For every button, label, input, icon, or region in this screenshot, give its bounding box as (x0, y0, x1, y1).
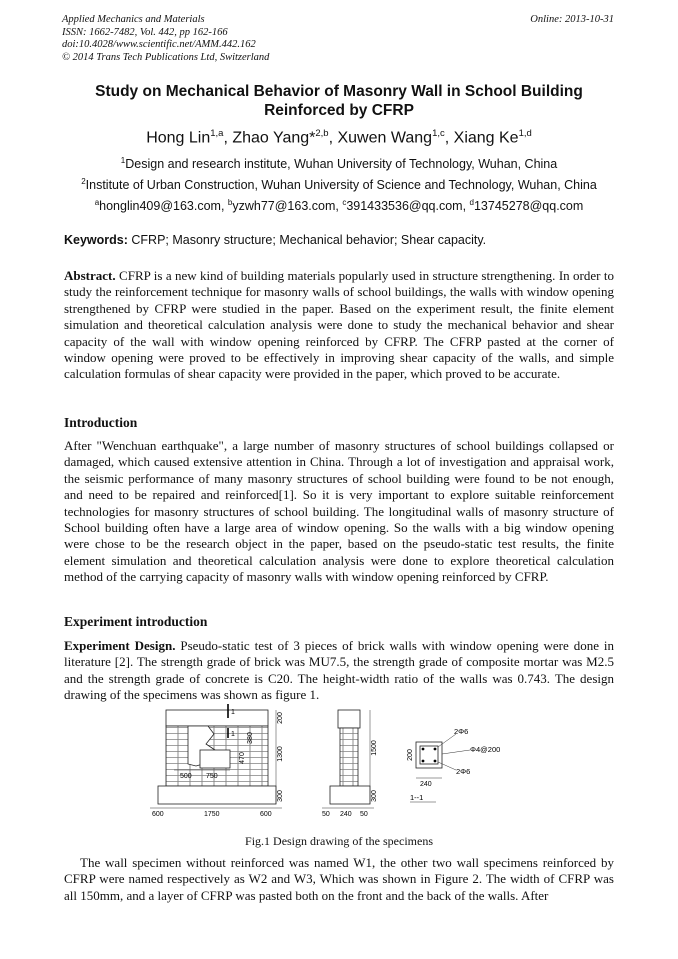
dim-470: 470 (239, 752, 246, 764)
dim-240: 240 (340, 811, 352, 818)
affil-text: Institute of Urban Construction, Wuhan University of Science and Technology, Wuhan, China (85, 178, 597, 193)
affiliation-1 (62, 156, 616, 171)
section-cut-label: 1 (231, 709, 235, 716)
author-sup: 1,d (518, 128, 532, 139)
section-title: 1--1 (410, 793, 424, 802)
keywords-text: CFRP; Masonry structure; Mechanical behavior; Shear capacity. (127, 233, 487, 247)
dim-1750: 1750 (204, 811, 220, 818)
rebar-top-label: 2Φ6 (454, 727, 469, 736)
author-list (62, 128, 616, 147)
author-sep: , (328, 129, 338, 147)
paper-title (62, 82, 616, 120)
email: honglin409@163.com, (99, 199, 228, 214)
bottom-beam (158, 786, 276, 804)
experiment-heading: Experiment introduction (64, 614, 208, 629)
keywords (64, 233, 486, 247)
affiliation-2 (62, 177, 616, 192)
rebar (422, 748, 425, 751)
online-date: Online: 2013-10-31 (530, 14, 614, 25)
dim-300b: 300 (371, 790, 378, 802)
dim-1300: 1300 (277, 746, 284, 762)
experiment-design-text: Pseudo-static test of 3 pieces of brick walls with window opening were done in literature [2]. The strength grade of brick was MU7.5, the strength grade of composite mortar was M2.5 and the strength grade of concrete is C20. The height-width ratio of the walls was 0.743. The design drawing of the specimens was shown as figure 1. (64, 638, 615, 703)
author-sup: 1,c (432, 128, 445, 139)
rebar (434, 760, 437, 763)
affil-text: Design and research institute, Wuhan University of Technology, Wuhan, China (125, 157, 558, 172)
email-sup: c (342, 198, 347, 207)
dim-1500: 1500 (371, 740, 378, 756)
affil-sup: 1 (120, 156, 126, 165)
dim-50a: 50 (322, 811, 330, 818)
dim-50b: 50 (360, 811, 368, 818)
title-line-1: Study on Mechanical Behavior of Masonry Wall in School Building (95, 83, 583, 100)
side-top-beam (338, 710, 360, 728)
journal-name: Applied Mechanics and Materials (62, 14, 205, 25)
dim-300a: 300 (277, 790, 284, 802)
author-sep: , (223, 129, 233, 147)
dim-500: 500 (180, 773, 192, 780)
email: yzwh77@163.com, (232, 199, 343, 214)
abstract (64, 268, 614, 383)
rebar (422, 760, 425, 763)
author-sup: 1,a (210, 128, 224, 139)
dim-c240: 240 (420, 781, 432, 788)
email-sup: d (469, 198, 474, 207)
email-sup: a (94, 198, 100, 207)
top-beam (166, 710, 268, 726)
author: Hong Lin (146, 129, 211, 147)
figure-1-caption: Fig.1 Design drawing of the specimens (245, 834, 433, 848)
title-line-2: Reinforced by CFRP (264, 102, 414, 119)
author: Xiang Ke (453, 129, 519, 147)
journal-header (62, 14, 269, 64)
dim-380: 380 (247, 732, 254, 744)
email-sup: b (227, 198, 233, 207)
author-sup: 2,b (315, 128, 329, 139)
elevation-view (150, 704, 284, 818)
author: Zhao Yang* (232, 129, 316, 147)
introduction-heading: Introduction (64, 415, 138, 430)
dim-600b: 600 (260, 811, 272, 818)
dim-750: 750 (206, 773, 218, 780)
figure-1-drawing (148, 704, 548, 828)
dim-200: 200 (277, 712, 284, 724)
body-paragraph: The wall specimen without reinforced was named W1, the other two wall specimens reinforced by CFRP were named respectively as W2 and W3, Which was shown in Figure 2. The width of CFRP was all 150mm, and a layer of CFRP was pasted both on the front and the back of the walls. After (64, 855, 614, 903)
side-base (330, 786, 370, 804)
email: 13745278@qq.com (473, 199, 584, 214)
section-view (407, 727, 500, 802)
author: Xuwen Wang (337, 129, 433, 147)
affil-sup: 2 (81, 177, 86, 186)
email: 391433536@qq.com, (346, 199, 470, 214)
stirrup-label: Φ4@200 (470, 745, 501, 754)
author-sep: , (444, 129, 454, 147)
window-frame (200, 750, 230, 768)
introduction-text: After "Wenchuan earthquake", a large number of masonry structures of school buildings collapsed or damaged, which caused extensive attention in China. Through a lot of investigation and appraisal work, the seismic performance of many masonry structures of school building were found to be not enough, and need to be repaired and reinforced[1]. So it is very important to explore suitable reinforcement technologies for masonry structures of school building. The longitudinal walls of masonry structure of School building often have a large area of window opening. So the walls with a big window opening were chose to be the research object in the paper, based on the pseudo-static test results, the finite element simulation and theoretical calculation analysis were done to explore theoretical calculation method of the carrying capacity of masonry walls with window opening reinforced by CFRP. (64, 438, 614, 585)
keywords-label: Keywords: (64, 233, 128, 247)
dim-600a: 600 (152, 811, 164, 818)
abstract-text: CFRP is a new kind of building materials popularly used in structure strengthening. In order to study the reinforcement technique for masonry walls of school buildings, the walls with window opening strengthened by CFRP were studied in the paper. Based on the experiment result, the finite element simulation and theoretical calculation analysis were done to study the mechanical behavior and shear capacity of the wall with window opening reinforced by CFRP. The CFRP pasted at the corner of window opening were proved to be effectively in improving shear capacity of the walls, and simple calculation formulas of shear capacity were provided in the paper, which proved to be accurate. (64, 268, 614, 382)
doi: doi:10.4028/www.scientific.net/AMM.442.162 (62, 39, 256, 50)
abstract-label: Abstract. (64, 268, 116, 283)
side-wall (340, 728, 358, 786)
section-cut-label-2: 1 (231, 731, 235, 738)
leader-line (442, 750, 470, 754)
side-view (322, 710, 378, 818)
rebar-bottom-label: 2Φ6 (456, 767, 471, 776)
email-list (62, 198, 616, 213)
rebar (434, 748, 437, 751)
dim-c200: 200 (407, 749, 414, 761)
copyright: © 2014 Trans Tech Publications Ltd, Switzerland (62, 51, 270, 63)
issn: ISSN: 1662-7482, Vol. 442, pp 162-166 (62, 26, 228, 38)
experiment-design (64, 638, 614, 704)
experiment-design-label: Experiment Design. (64, 638, 176, 653)
